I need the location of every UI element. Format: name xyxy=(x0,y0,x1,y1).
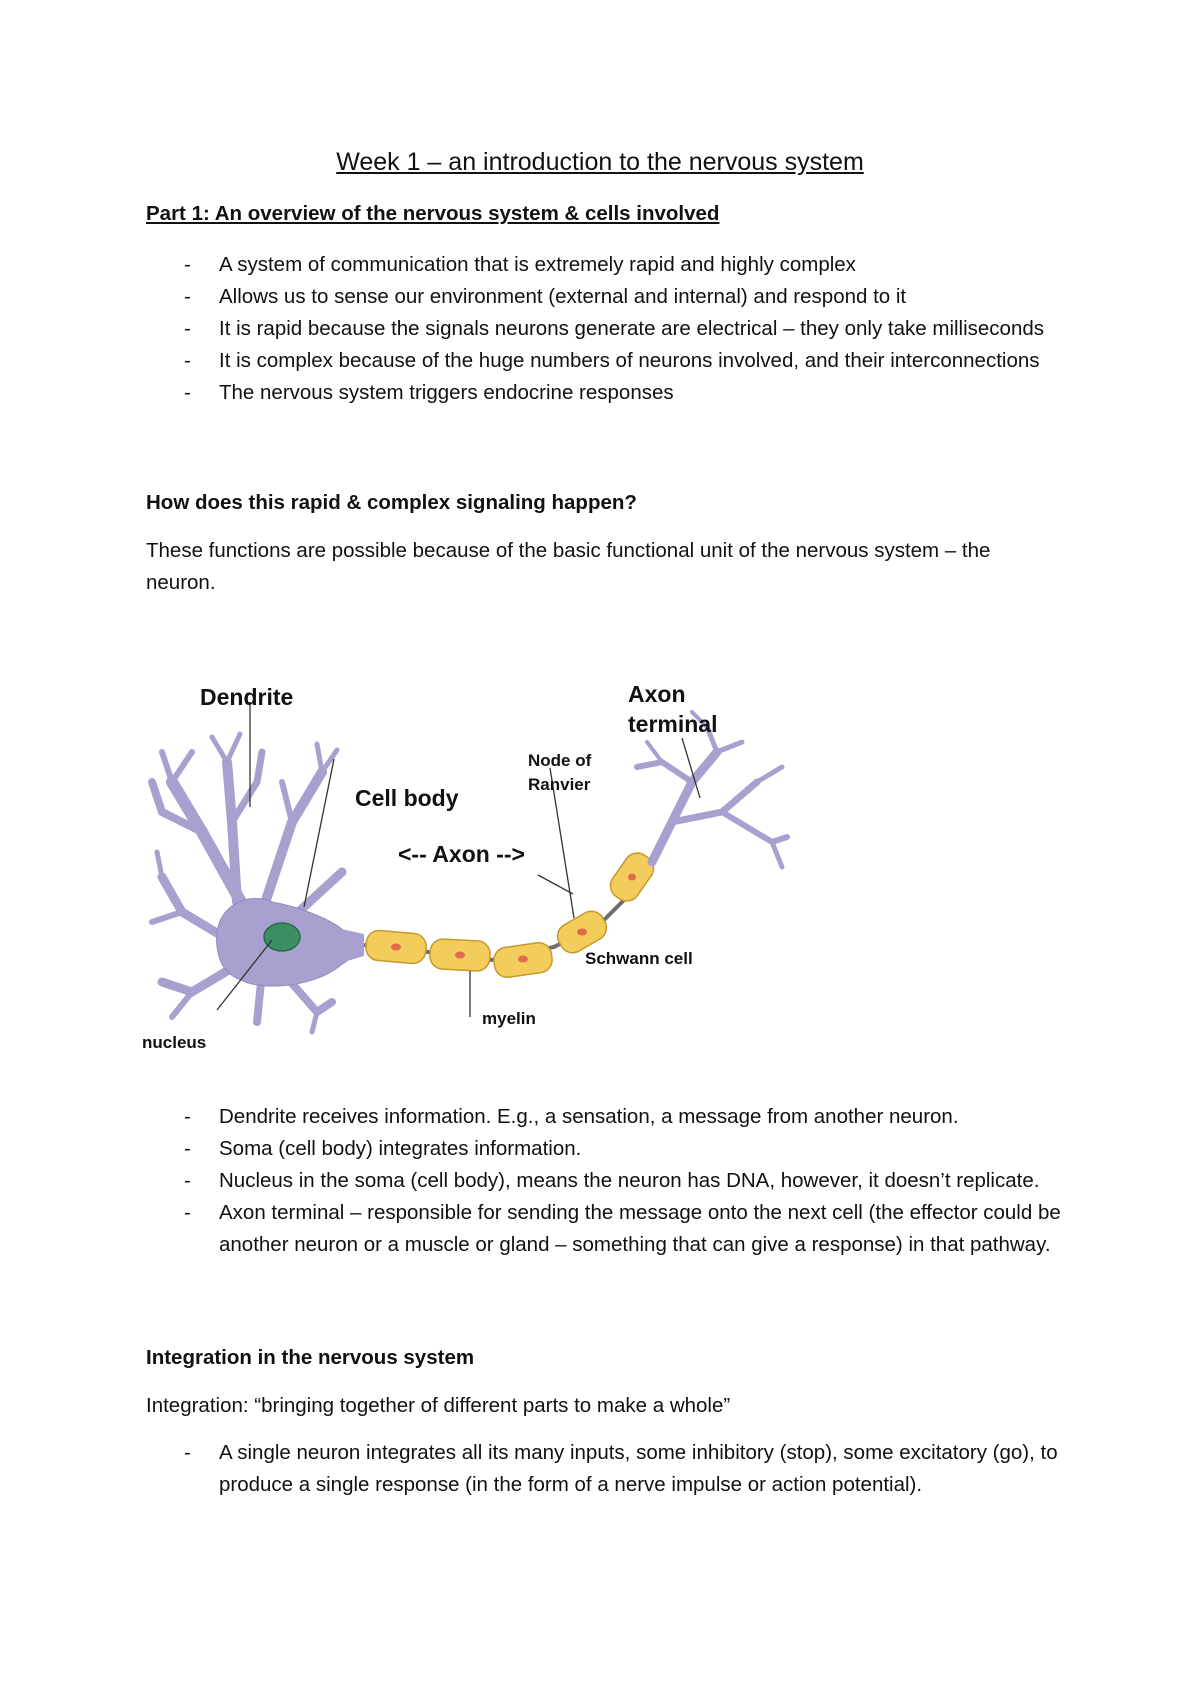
axon-terminal-label: Axon xyxy=(628,681,686,707)
integration-list xyxy=(146,1437,1076,1501)
page-title: Week 1 – an introduction to the nervous system xyxy=(336,148,864,176)
list-item: - Soma (cell body) integrates information. xyxy=(146,1133,1076,1165)
list-item: - The nervous system triggers endocrine responses xyxy=(146,377,1076,409)
list-item: - Axon terminal – responsible for sending the message onto the next cell (the effector could be another neuron or a muscle or gland – something that can give a response) in that pathway. xyxy=(146,1197,1076,1261)
axon-label: <-- Axon --> xyxy=(398,841,525,867)
signaling-paragraph: These functions are possible because of the basic functional unit of the nervous system – the neuron. xyxy=(146,539,991,594)
dendrite-branches xyxy=(152,734,342,1032)
integration-definition: Integration: “bringing together of different parts to make a whole” xyxy=(146,1394,731,1417)
node-of-ranvier-label: Node of xyxy=(528,751,592,770)
neuron-diagram xyxy=(132,672,828,1056)
list-item: - It is complex because of the huge numbers of neurons involved, and their interconnections xyxy=(146,345,1076,377)
cell-body-label: Cell body xyxy=(355,785,459,811)
list-item: - Nucleus in the soma (cell body), means the neuron has DNA, however, it doesn’t replicate. xyxy=(146,1165,1076,1197)
schwann-cell-label: Schwann cell xyxy=(585,949,693,968)
signaling-heading: How does this rapid & complex signaling happen? xyxy=(146,491,637,514)
part1-heading: Part 1: An overview of the nervous system & cells involved xyxy=(146,202,720,225)
list-item: - Dendrite receives information. E.g., a sensation, a message from another neuron. xyxy=(146,1101,1076,1133)
list-item: - A single neuron integrates all its many inputs, some inhibitory (stop), some excitatory (go), to produce a single response (in the form of a nerve impulse or action potential). xyxy=(146,1437,1076,1501)
integration-heading: Integration in the nervous system xyxy=(146,1346,475,1369)
list-item: - A system of communication that is extremely rapid and highly complex xyxy=(146,249,1076,281)
nucleus-label: nucleus xyxy=(142,1033,207,1052)
nucleus xyxy=(264,923,300,951)
axon-hillock xyxy=(337,928,364,964)
myelin-label: myelin xyxy=(482,1009,536,1028)
node-of-ranvier-label: Ranvier xyxy=(528,775,591,794)
list-item: - Allows us to sense our environment (external and internal) and respond to it xyxy=(146,281,1076,313)
axon-terminal-label: terminal xyxy=(628,711,718,737)
parts-list xyxy=(146,1101,1076,1261)
dendrite-label: Dendrite xyxy=(200,684,294,710)
list-item: - It is rapid because the signals neurons generate are electrical – they only take milliseconds xyxy=(146,313,1076,345)
part1-list xyxy=(146,249,1076,409)
